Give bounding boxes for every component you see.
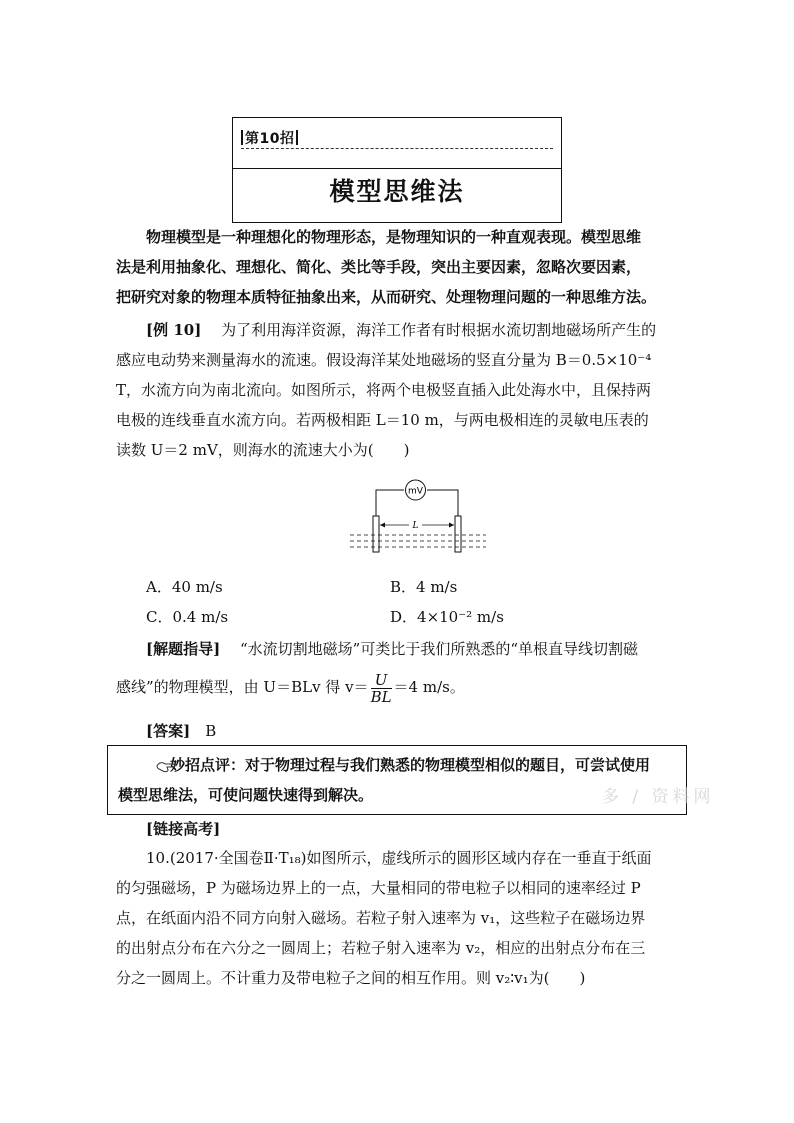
right-electrode <box>455 516 461 552</box>
solution-label: [解题指导] <box>146 640 221 658</box>
review-line: 模型思维法，可使问题快速得到解决。 <box>118 786 374 804</box>
example-line: 电极的连线垂直水流方向。若两极相距 L＝10 m，与两电极相连的灵敏电压表的 <box>116 411 649 429</box>
tip-number-label <box>239 128 300 148</box>
intro-line: 把研究对象的物理本质特征抽象出来，从而研究、处理物理问题的一种思维方法。 <box>116 288 657 306</box>
voltmeter-label: mV <box>408 486 423 497</box>
intro-line: 物理模型是一种理想化的物理形态，是物理知识的一种直观表现。模型思维 <box>146 228 642 246</box>
review-line <box>118 750 650 780</box>
problem-line: 分之一圆周上。不计重力及带电粒子之间的相互作用。则 v₂∶v₁为( ) <box>116 969 586 987</box>
option-c: C．0.4 m/s <box>146 608 229 626</box>
tip-title-box <box>232 117 562 223</box>
problem-line: 的出射点分布在六分之一圆周上；若粒子射入速率为 v₂，相应的出射点分布在三 <box>116 939 646 957</box>
intro-paragraph <box>116 222 682 312</box>
answer-label: [答案] <box>146 722 191 740</box>
solution-text: ＝4 m/s。 <box>393 678 465 696</box>
solution-line <box>116 634 682 664</box>
example-label: [例 10] <box>146 321 202 339</box>
option-a: A．40 m/s <box>146 578 223 596</box>
right-wire <box>427 490 458 518</box>
answer-line <box>146 720 216 741</box>
solution-text: “水流切割地磁场”可类比于我们所熟悉的“单根直导线切割磁 <box>239 640 638 658</box>
review-box <box>107 745 687 815</box>
example-line: T，水流方向为南北流向。如图所示，将两个电极竖直插入此处海水中，且保持两 <box>116 381 652 399</box>
option-b: B．4 m/s <box>390 578 458 596</box>
formula-fraction <box>371 672 392 705</box>
electrode-diagram <box>348 478 488 560</box>
solution-text: 感线”的物理模型，由 U＝BLv 得 v＝ <box>116 678 369 696</box>
example-line: 感应电动势来测量海水的流速。假设海洋某处地磁场的竖直分量为 B＝0.5×10⁻⁴ <box>116 351 652 369</box>
link-label: [链接高考] <box>146 820 221 838</box>
fraction-numerator: U <box>371 672 392 689</box>
method-title: 模型思维法 <box>329 177 465 206</box>
example-paragraph <box>116 315 682 465</box>
problem-line: 的匀强磁场，P 为磁场边界上的一点，大量相同的带电粒子以相同的速率经过 P <box>116 879 641 897</box>
watermark: 多 / 资料网 <box>602 787 715 807</box>
review-text <box>118 750 650 810</box>
example-text: 为了利用海洋资源，海洋工作者有时根据水流切割地磁场所产生的 <box>221 321 657 339</box>
problem-line: 点，在纸面内沿不同方向射入磁场。若粒子射入速率为 v₁，这些粒子在磁场边界 <box>116 909 646 927</box>
solution-paragraph <box>116 634 682 710</box>
review-text-line: 妙招点评：对于物理过程与我们熟悉的物理模型相似的题目，可尝试使用 <box>170 756 651 774</box>
solid-divider <box>233 168 561 169</box>
dashed-divider <box>241 148 553 149</box>
intro-line: 法是利用抽象化、理想化、简化、类比等手段，突出主要因素，忽略次要因素， <box>116 258 642 276</box>
tip-number-text: 第10招 <box>245 131 295 147</box>
problem-line: 10.(2017·全国卷Ⅱ·T₁₈)如图所示，虚线所示的圆形区域内存在一垂直于纸面 <box>146 849 652 867</box>
answer-value: B <box>205 722 217 740</box>
example-line <box>116 315 682 345</box>
problem10-paragraph <box>116 843 682 993</box>
distance-label: L <box>412 521 419 531</box>
example-line: 读数 U＝2 mV，则海水的流速大小为( ) <box>116 441 410 459</box>
option-d: D．4×10⁻² m/s <box>390 608 504 626</box>
solution-line <box>116 664 682 710</box>
fraction-denominator: BL <box>370 687 392 706</box>
pointing-hand-icon <box>156 759 176 773</box>
left-wire <box>376 490 404 518</box>
left-electrode <box>373 516 379 552</box>
